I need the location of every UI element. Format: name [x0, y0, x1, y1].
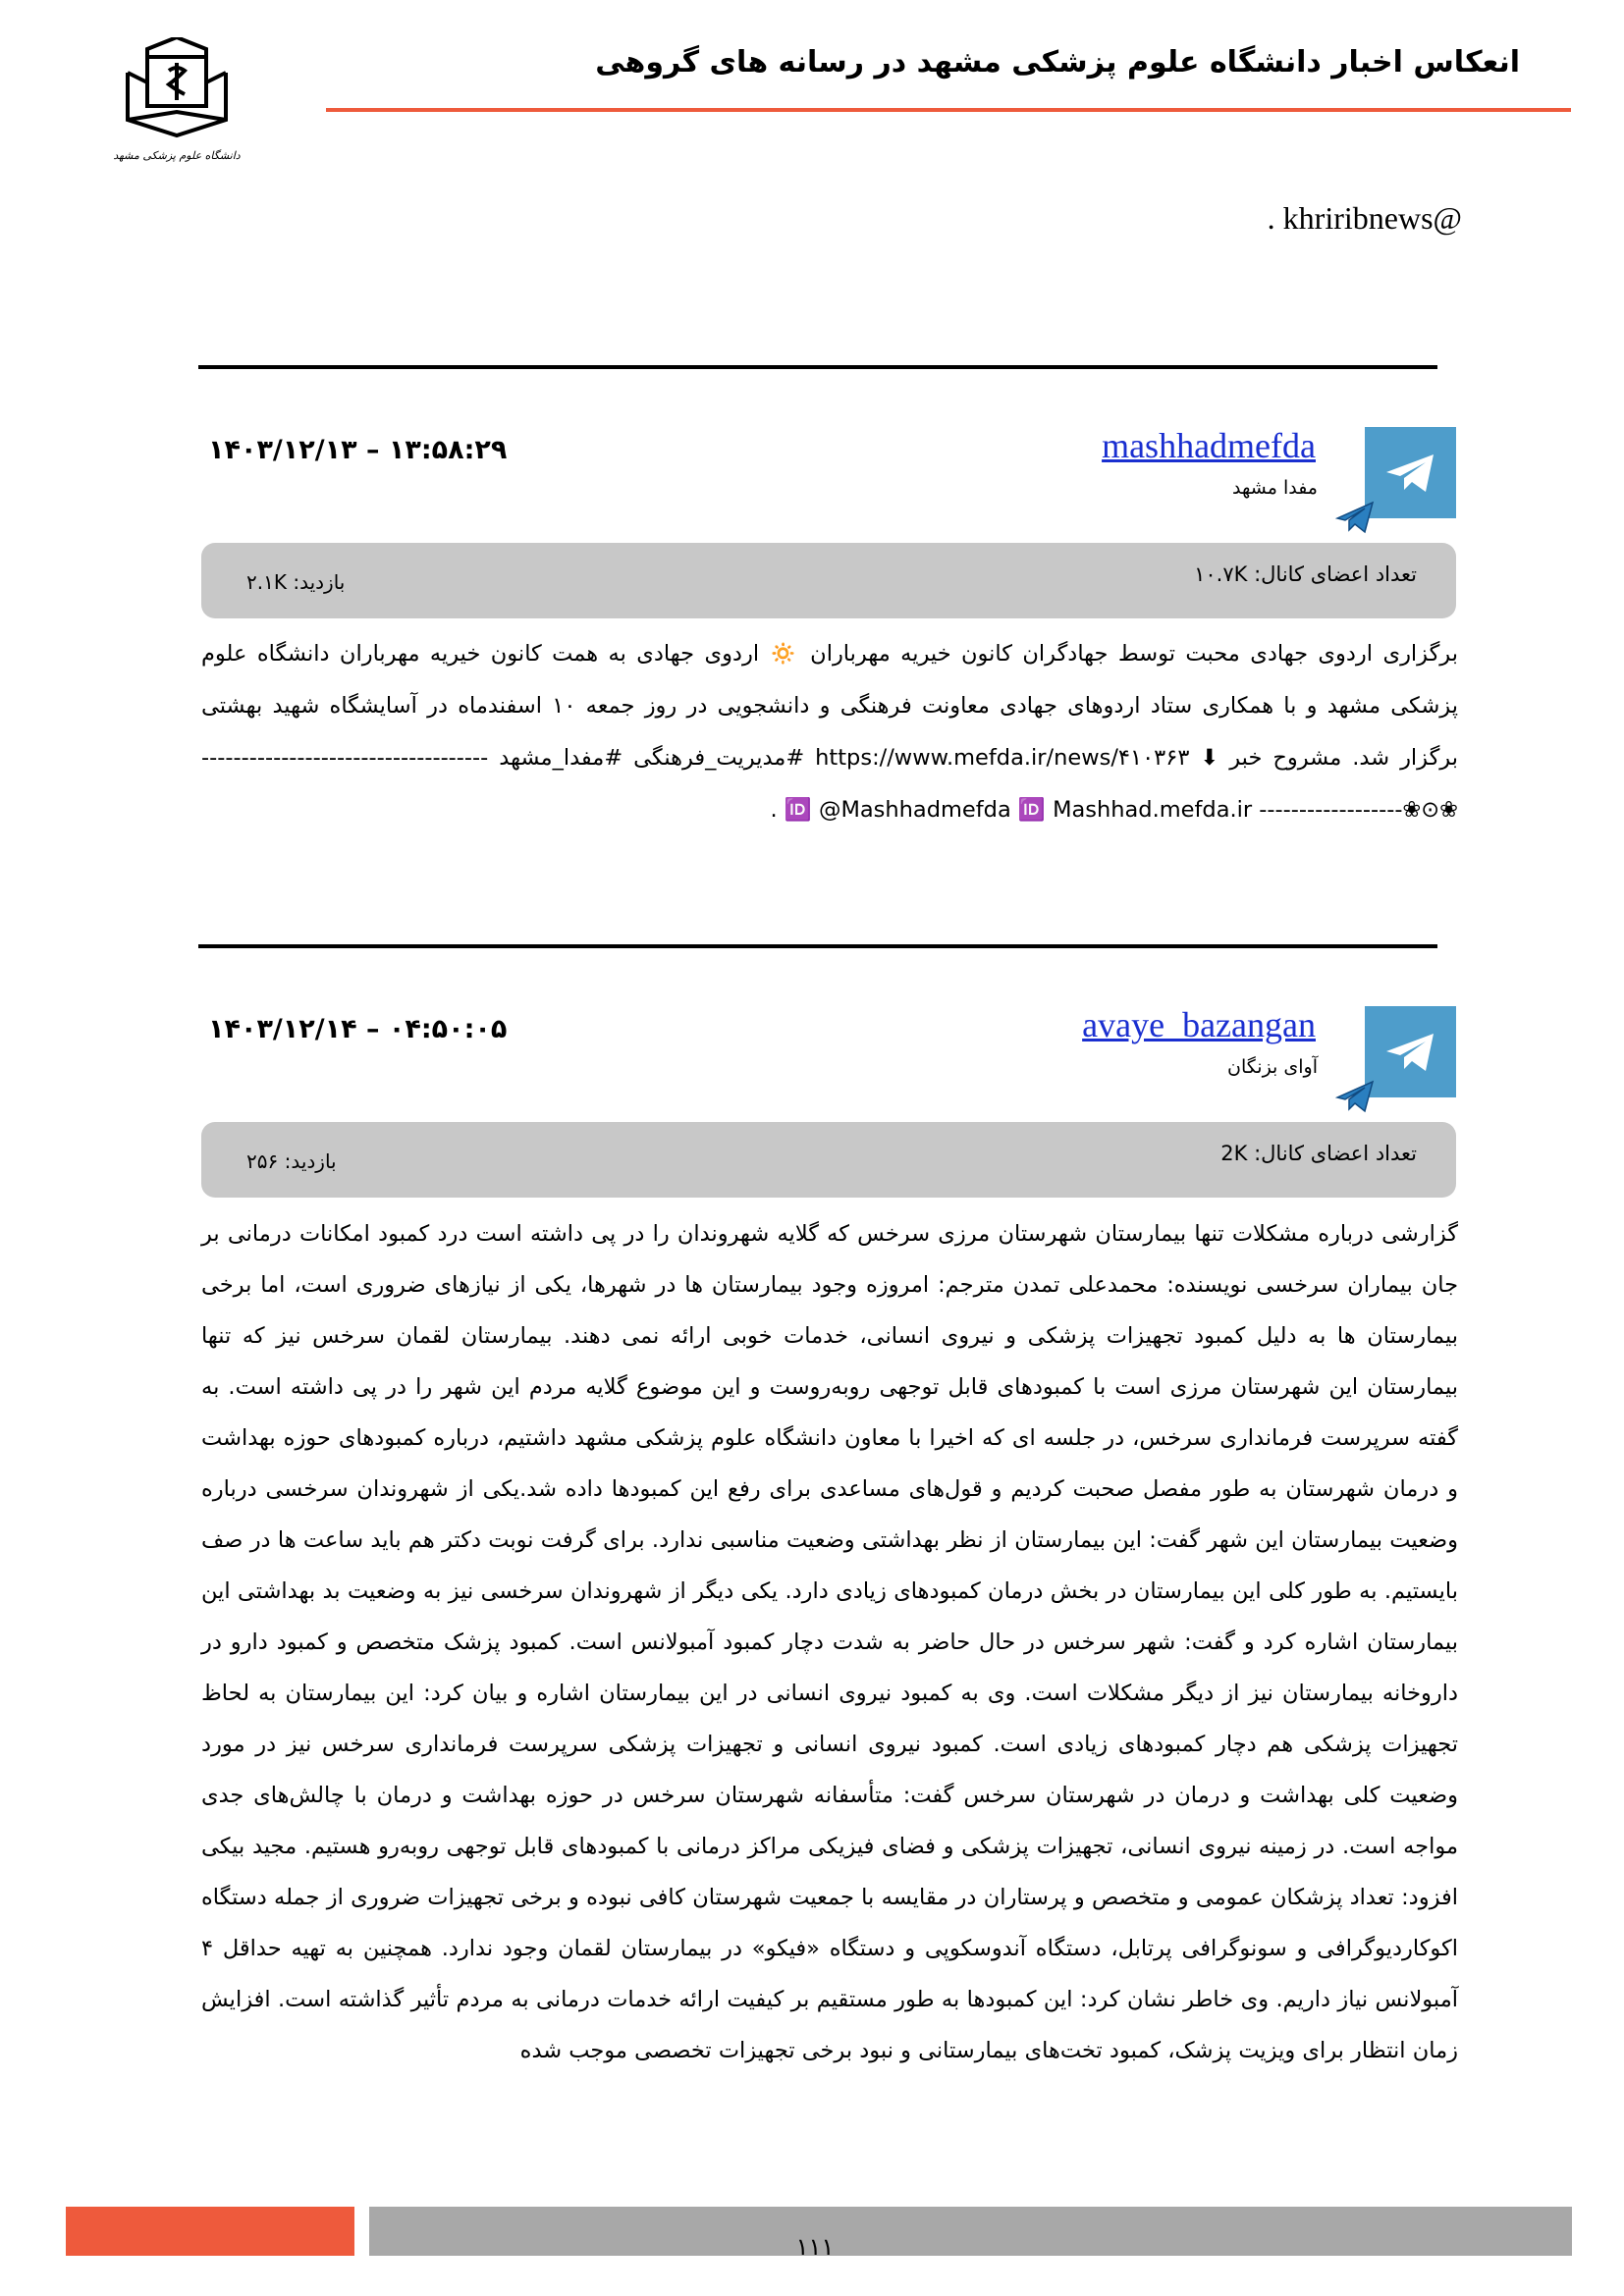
telegram-small-icon [1335, 1080, 1375, 1113]
post-separator [198, 365, 1437, 369]
channel-name: آوای بزنگان [1227, 1056, 1318, 1078]
channel-username-link[interactable]: mashhadmefda [1102, 426, 1316, 465]
post-datetime: ۱۴۰۳/۱۲/۱۳ – ۱۳:۵۸:۲۹ [208, 435, 508, 465]
telegram-icon [1365, 427, 1456, 518]
post-text: گزارشی درباره مشکلات تنها بیمارستان شهرستان مرزی سرخس که گلایه شهروندان را در پی داشته است درد کمبود امکانات درمانی بر جان بیماران سرخسی نویسنده: محمدعلی تمدن مترجم: امروزه وجود بیمارستان ها در شهرها، یکی از نیازهای ضروری است، اما برخی بیمارستان ها به دلیل کمبود تجهیزات پزشکی و نیروی انسانی، خدمات خوبی ارائه نمی دهند. بیمارستان لقمان سرخس نیز که تنها بیمارستان این شهرستان مرزی است با کمبودهای قابل توجهی روبه‌روست و این موضوع گلایه مردم این شهر را در پی داشته است. به گفته سرپرست فرمانداری سرخس، در جلسه ای که اخیرا با معاون دانشگاه علوم پزشکی مشهد داشتیم، درباره کمبودهای حوزه بهداشت و درمان شهرستان به طور مفصل صحبت کردیم و قول‌های مساعدی برای رفع این کمبودها داده شد.یکی از شهروندان سرخسی درباره وضعیت بیمارستان این شهر گفت: این بیمارستان از نظر بهداشتی وضعیت مناسبی ندارد. برای گرفت نوبت دکتر هم باید ساعت ها در صف بایستیم. به طور کلی این بیمارستان در بخش درمان کمبودهای زیادی دارد. یکی دیگر از شهروندان سرخسی نیز به وضعیت بد بهداشتی این بیمارستان اشاره کرد و گفت: شهر سرخس در حال حاضر به شدت دچار کمبود آمبولانس است. کمبود پزشک متخصص و کمبود دارو در داروخانه بیمارستان نیز از دیگر مشکلات است. وی به کمبود نیروی انسانی در این بیمارستان اشاره و بیان کرد: این بیمارستان به لحاظ تجهیزات پزشکی هم دچار کمبودهای زیادی است. کمبود نیروی انسانی و تجهیزات پزشکی سرپرست فرمانداری سرخس نیز در مورد وضعیت کلی بهداشت و درمان در شهرستان سرخس گفت: متأسفانه شهرستان سرخس در حوزه بهداشت و درمان با چالش‌های جدی مواجه است. در زمینه نیروی انسانی، تجهیزات پزشکی و فضای فیزیکی مراکز درمانی با کمبودهای قابل توجهی روبه‌رو هستیم. مجید بیکی افزود: تعداد پزشکان عمومی و متخصص و پرستاران در مقایسه با جمعیت شهرستان کافی نبوده و برخی تجهیزات ضروری از جمله دستگاه اکوکاردیوگرافی و سونوگرافی پرتابل، دستگاه آندوسکوپی و دستگاه «فیکو» در بیمارستان لقمان وجود ندارد. همچنین به تهیه حداقل ۴ آمبولانس نیاز داریم. وی خاطر نشان کرد: این کمبودها به طور مستقیم بر کیفیت ارائه خدمات درمانی به مردم تأثیر گذاشته است. افزایش زمان انتظار برای ویزیت پزشک، کمبود تخت‌های بیمارستانی و نبود برخی تجهیزات تخصصی موجب شده [201, 1221, 1458, 2063]
svg-text:دانشگاه علوم پزشکی مشهد: دانشگاه علوم پزشکی مشهد [113, 149, 241, 162]
telegram-small-icon [1335, 501, 1375, 534]
post-separator [198, 944, 1437, 948]
channel-stats-bar [201, 543, 1456, 618]
post-views-count: بازدید: ۲۵۶ [246, 1149, 337, 1173]
post-datetime: ۱۴۰۳/۱۲/۱۴ – ۰۴:۵۰:۰۵ [208, 1014, 508, 1044]
channel-members-count: تعداد اعضای کانال: 2K [1220, 1142, 1417, 1165]
channel-stats-bar [201, 1122, 1456, 1198]
previous-post-tail: @khriribnews . [1267, 200, 1462, 236]
footer-bar [369, 2207, 1572, 2256]
post-views-count: بازدید: ۲.۱K [246, 570, 346, 594]
footer-accent-bar [66, 2207, 354, 2256]
channel-members-count: تعداد اعضای کانال: ۱۰.۷K [1194, 562, 1417, 586]
channel-name: مفدا مشهد [1232, 477, 1318, 499]
post-body [201, 1208, 1458, 2076]
header-rule [326, 108, 1571, 112]
telegram-icon [1365, 1006, 1456, 1097]
channel-username-link[interactable]: avaye_bazangan [1082, 1005, 1316, 1044]
header-title: انعکاس اخبار دانشگاه علوم پزشکی مشهد در رسانه های گروهی [595, 45, 1520, 80]
university-logo-icon [108, 37, 245, 175]
post-body [201, 628, 1458, 836]
page-number: ۱۱۱ [795, 2233, 835, 2261]
post-text: برگزاری اردوی جهادی محبت توسط جهادگران کانون خیریه مهرباران 🔅 اردوی جهادی به همت کانون خیریه مهرباران دانشگاه علوم پزشکی مشهد و با همکاری ستاد اردوهای جهادی معاونت فرهنگی و دانشجویی در روز جمعه ۱۰ اسفندماه در آسایشگاه شهید بهشتی برگزار شد. مشروح خبر ⬇ https://www.mefda.ir/news/۴۱۰۳۶۳ #مدیریت_فرهنگی #مفدا_مشهد ------------------------------------❀⊙❀------------------ 🆔 @Mashhadmefda 🆔 Mashhad.mefda.ir . [201, 641, 1458, 823]
